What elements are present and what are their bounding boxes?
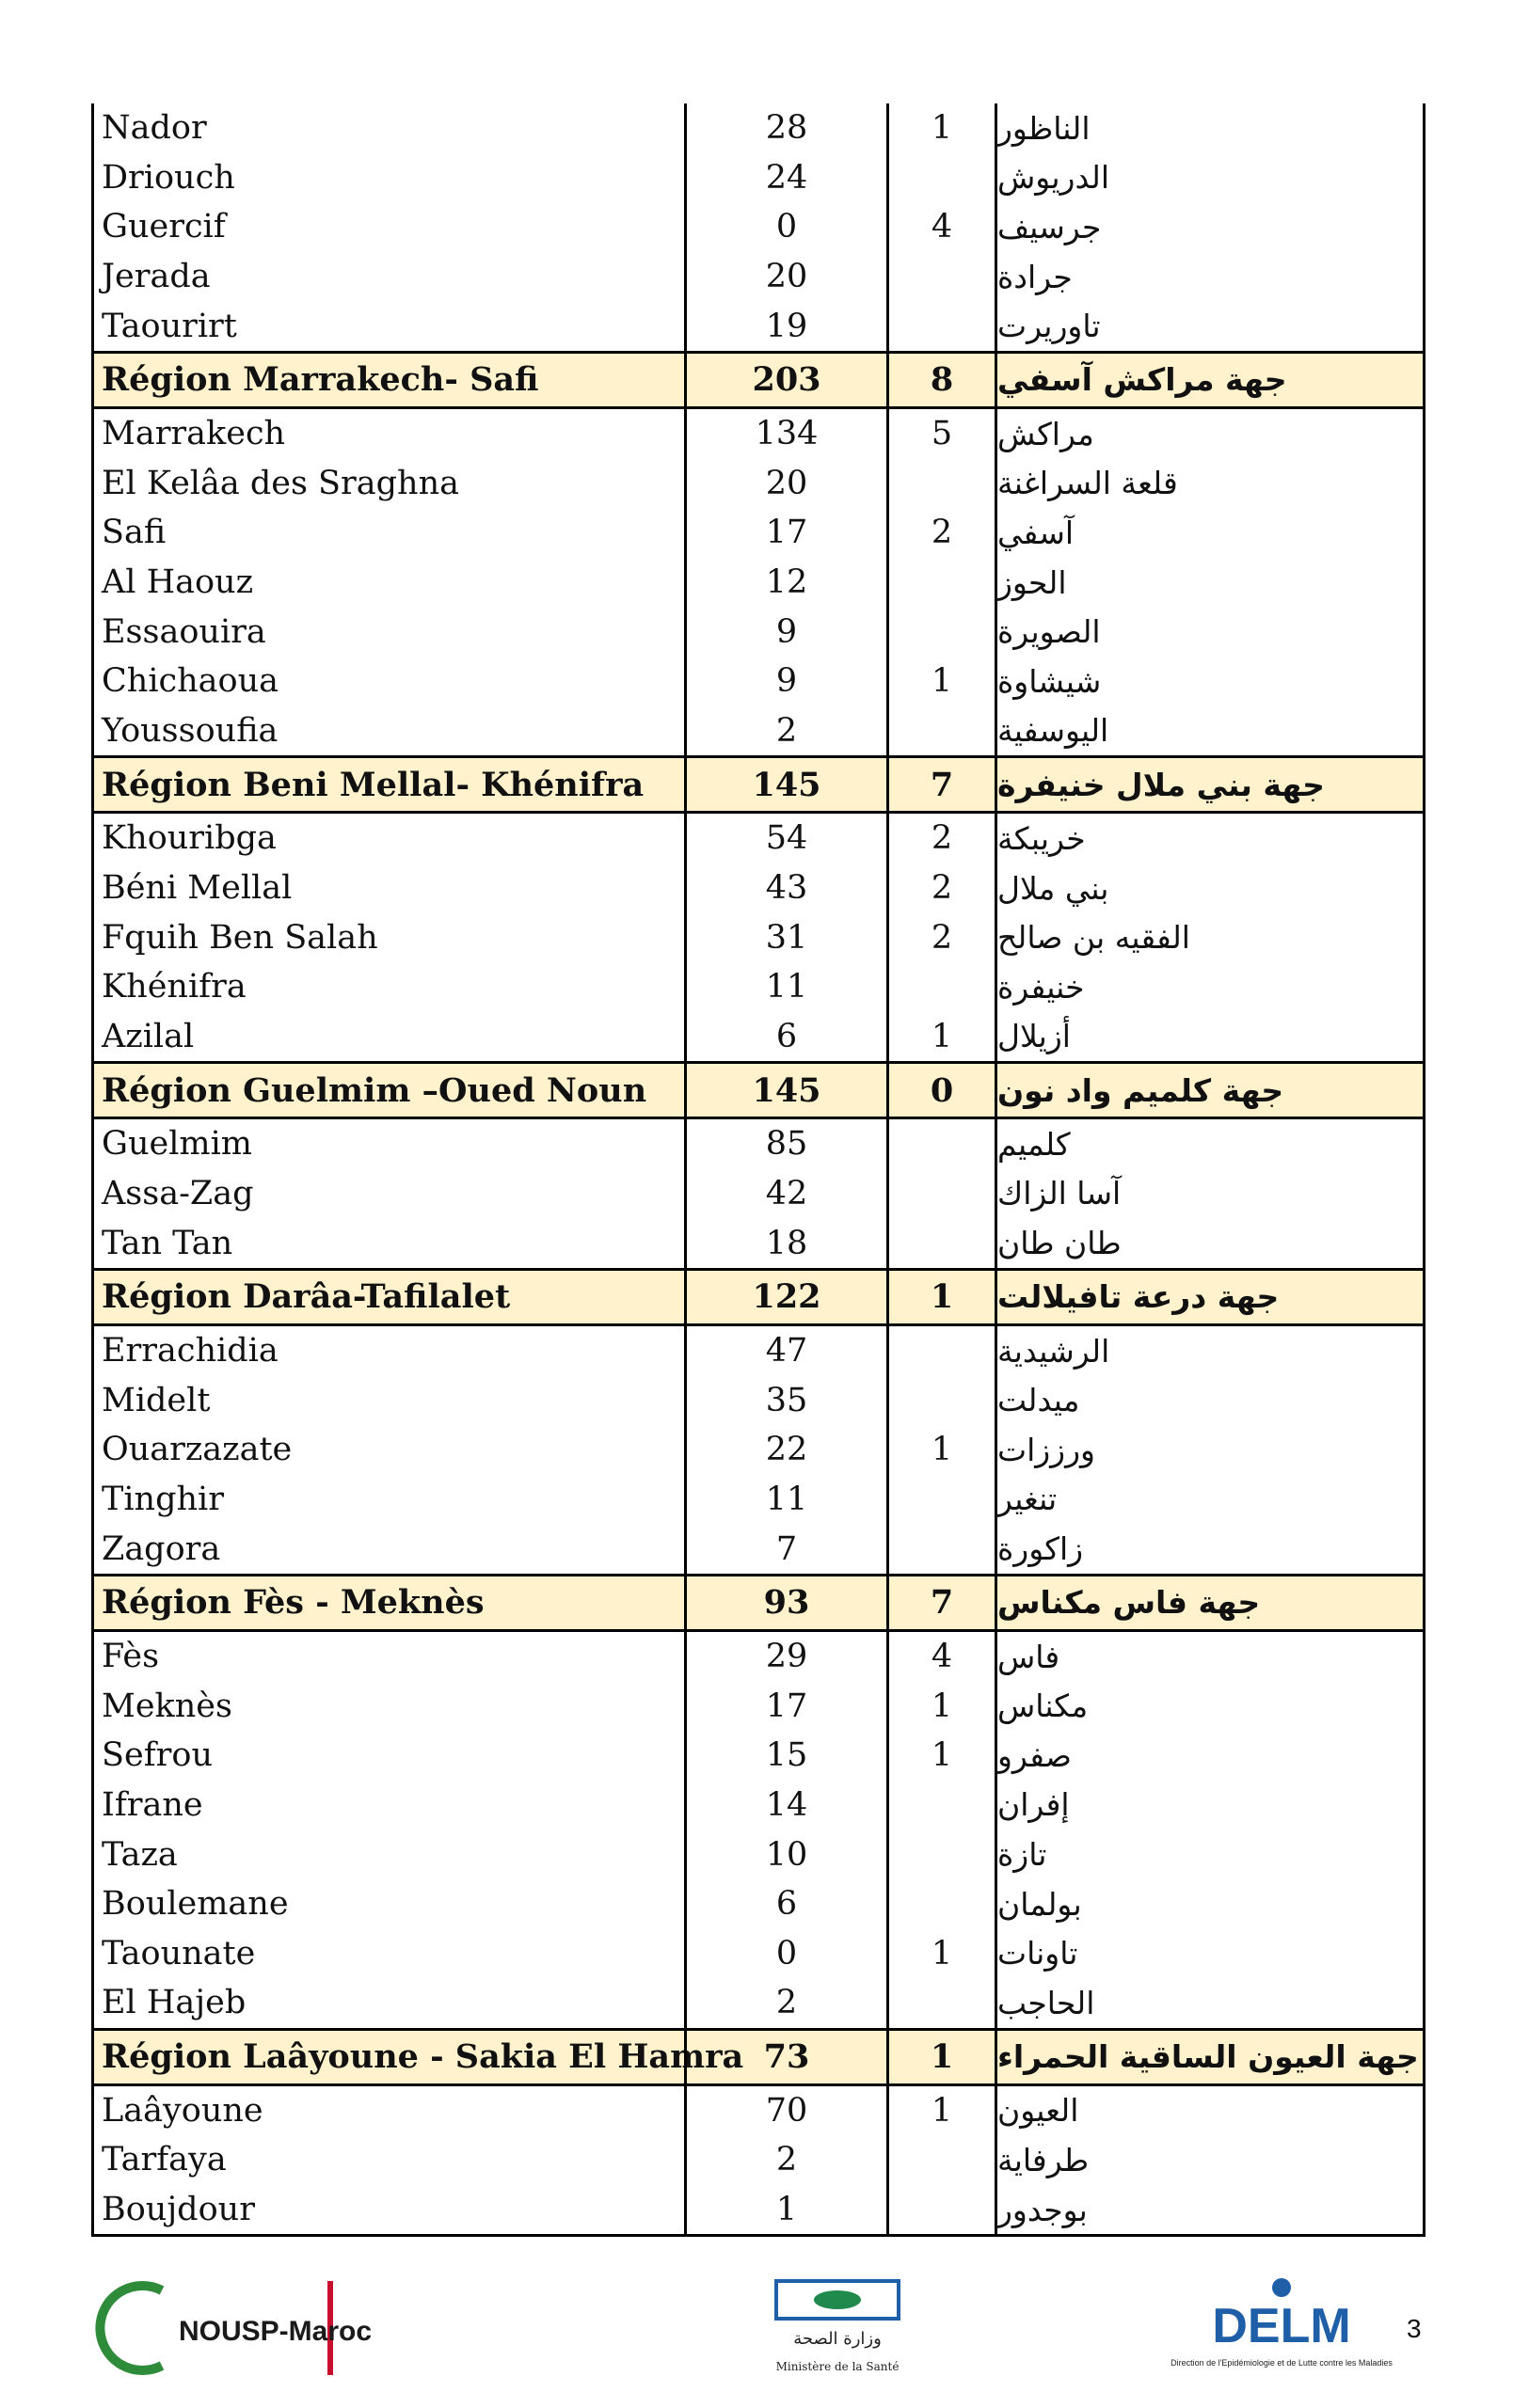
- province-name-ar: فاس: [995, 1632, 1423, 1682]
- province-name-fr: Guelmim: [102, 1125, 252, 1164]
- region-name-fr: Région Darâa-Tafilalet: [102, 1277, 511, 1317]
- province-name-fr: Safi: [102, 514, 167, 552]
- province-count-2: [886, 706, 995, 756]
- province-count-1: 20: [684, 459, 886, 509]
- province-count-1: 70: [684, 2086, 886, 2136]
- table-row: [94, 1425, 1423, 1475]
- region-name-ar: جهة فاس مكناس: [995, 1576, 1423, 1629]
- province-name-ar: الدريوش: [995, 153, 1423, 203]
- region-count-2: 0: [886, 1064, 995, 1117]
- province-count-1: 9: [684, 607, 886, 657]
- province-count-2: 2: [886, 508, 995, 558]
- region-row-block: [94, 755, 1423, 814]
- province-rows: [94, 1632, 1423, 2028]
- table-row: [94, 2185, 1423, 2235]
- province-rows: [94, 2086, 1423, 2235]
- table-row: [94, 1830, 1423, 1879]
- region-row: [94, 755, 1423, 814]
- province-count-1: 17: [684, 1681, 886, 1731]
- table-row: [94, 1012, 1423, 1062]
- province-count-2: [886, 1375, 995, 1425]
- region-count-2: 1: [886, 2031, 995, 2083]
- province-rows: [94, 1326, 1423, 1574]
- province-name-fr: El Kelâa des Sraghna: [102, 464, 459, 502]
- province-count-2: [886, 301, 995, 351]
- region-name-ar: جهة بني ملال خنيفرة: [995, 758, 1423, 811]
- province-name-ar: مراكش: [995, 409, 1423, 459]
- province-name-ar: الرشيدية: [995, 1326, 1423, 1376]
- province-count-2: 5: [886, 409, 995, 459]
- province-count-2: [886, 1326, 995, 1376]
- province-rows: [94, 409, 1423, 755]
- province-count-2: 4: [886, 1632, 995, 1682]
- province-count-2: 1: [886, 2086, 995, 2136]
- region-count-1: 203: [684, 354, 886, 406]
- region-row-block: [94, 1574, 1423, 1632]
- province-count-2: 4: [886, 202, 995, 252]
- province-name-fr: Jerada: [102, 258, 211, 296]
- region-count-1: 145: [684, 758, 886, 811]
- province-count-2: [886, 1830, 995, 1879]
- province-count-2: [886, 1475, 995, 1525]
- table-row: [94, 1375, 1423, 1425]
- province-name-ar: بني ملال: [995, 863, 1423, 913]
- province-name-ar: شيشاوة: [995, 657, 1423, 706]
- table-row: [94, 508, 1423, 558]
- province-count-2: 1: [886, 1681, 995, 1731]
- delm-logo-text: DELM: [1212, 2299, 1351, 2353]
- region-row: [94, 1268, 1423, 1326]
- table-row: [94, 607, 1423, 657]
- province-count-2: [886, 1169, 995, 1219]
- table-row: [94, 153, 1423, 203]
- province-name-ar: خريبكة: [995, 814, 1423, 863]
- province-name-fr: Khénifra: [102, 968, 247, 1006]
- table-row: [94, 202, 1423, 252]
- province-name-fr: Tan Tan: [102, 1224, 233, 1262]
- region-name-ar: جهة كلميم واد نون: [995, 1064, 1423, 1117]
- province-count-2: 2: [886, 863, 995, 913]
- table-row: [94, 409, 1423, 459]
- province-name-fr: Taounate: [102, 1934, 256, 1972]
- province-name-fr: Al Haouz: [102, 563, 254, 602]
- province-name-fr: Driouch: [102, 158, 235, 197]
- table-row: [94, 1119, 1423, 1169]
- province-name-ar: جرادة: [995, 252, 1423, 302]
- region-count-1: 93: [684, 1576, 886, 1629]
- table-row: [94, 1524, 1423, 1574]
- province-count-1: 85: [684, 1119, 886, 1169]
- province-name-ar: الصويرة: [995, 607, 1423, 657]
- table-row: [94, 962, 1423, 1012]
- province-count-2: [886, 558, 995, 608]
- table-row: [94, 863, 1423, 913]
- province-count-1: 20: [684, 252, 886, 302]
- region-row: [94, 1061, 1423, 1119]
- table-row: [94, 1781, 1423, 1830]
- province-count-1: 47: [684, 1326, 886, 1376]
- province-count-2: [886, 2135, 995, 2185]
- region-count-1: 145: [684, 1064, 886, 1117]
- province-count-1: 2: [684, 706, 886, 756]
- province-name-ar: الفقيه بن صالح: [995, 912, 1423, 962]
- table-row: [94, 1218, 1423, 1268]
- region-name-ar: جهة العيون الساقية الحمراء: [995, 2031, 1423, 2083]
- province-name-fr: Errachidia: [102, 1332, 279, 1370]
- province-count-1: 9: [684, 657, 886, 706]
- table-row: [94, 2135, 1423, 2185]
- table-row: [94, 912, 1423, 962]
- province-name-fr: Midelt: [102, 1381, 211, 1419]
- region-name-ar: جهة مراكش آسفي: [995, 354, 1423, 406]
- province-count-1: 2: [684, 2135, 886, 2185]
- region-name-fr: Région Guelmim –Oued Noun: [102, 1070, 647, 1110]
- province-count-1: 19: [684, 301, 886, 351]
- table-row: [94, 558, 1423, 608]
- province-count-2: 2: [886, 814, 995, 863]
- province-count-1: 35: [684, 1375, 886, 1425]
- province-count-2: [886, 1119, 995, 1169]
- province-count-1: 31: [684, 912, 886, 962]
- province-count-2: [886, 1218, 995, 1268]
- table-row: [94, 1681, 1423, 1731]
- region-count-1: 122: [684, 1271, 886, 1323]
- province-count-1: 22: [684, 1425, 886, 1475]
- page-number: 3: [1407, 2314, 1422, 2343]
- province-name-ar: كلميم: [995, 1119, 1423, 1169]
- province-count-1: 11: [684, 962, 886, 1012]
- table-row: [94, 1928, 1423, 1978]
- province-name-fr: Fès: [102, 1638, 160, 1676]
- province-count-2: [886, 153, 995, 203]
- province-name-fr: El Hajeb: [102, 1984, 247, 2022]
- province-count-1: 18: [684, 1218, 886, 1268]
- footer: [0, 2258, 1513, 2408]
- region-row: [94, 1574, 1423, 1632]
- province-name-ar: الحوز: [995, 558, 1423, 608]
- province-name-ar: جرسيف: [995, 202, 1423, 252]
- province-name-ar: العيون: [995, 2086, 1423, 2136]
- province-count-1: 11: [684, 1475, 886, 1525]
- province-name-ar: الناظور: [995, 103, 1423, 153]
- province-count-2: [886, 962, 995, 1012]
- region-count-2: 1: [886, 1271, 995, 1323]
- province-name-fr: Youssoufia: [102, 711, 279, 750]
- province-name-ar: آسفي: [995, 508, 1423, 558]
- province-name-fr: Ouarzazate: [102, 1431, 293, 1469]
- province-count-1: 7: [684, 1524, 886, 1574]
- province-name-fr: Essaouira: [102, 612, 266, 651]
- province-count-2: 1: [886, 1731, 995, 1781]
- province-count-2: [886, 2185, 995, 2235]
- province-count-2: [886, 1879, 995, 1929]
- province-name-ar: ورززات: [995, 1425, 1423, 1475]
- province-name-fr: Taza: [102, 1835, 178, 1874]
- province-name-fr: Ifrane: [102, 1785, 203, 1824]
- province-name-ar: مكناس: [995, 1681, 1423, 1731]
- province-count-1: 0: [684, 202, 886, 252]
- province-rows: [94, 1119, 1423, 1268]
- delm-logo: [1171, 2276, 1393, 2380]
- province-count-2: 2: [886, 912, 995, 962]
- table-row: [94, 1475, 1423, 1525]
- province-count-2: [886, 1524, 995, 1574]
- province-name-ar: خنيفرة: [995, 962, 1423, 1012]
- table-row: [94, 252, 1423, 302]
- region-row: [94, 351, 1423, 409]
- province-name-fr: Marrakech: [102, 415, 286, 453]
- province-rows: [94, 814, 1423, 1061]
- province-name-fr: Chichaoua: [102, 662, 279, 701]
- province-name-ar: اليوسفية: [995, 706, 1423, 756]
- province-count-1: 1: [684, 2185, 886, 2235]
- table-row: [94, 459, 1423, 509]
- province-count-1: 6: [684, 1879, 886, 1929]
- province-name-ar: أزيلال: [995, 1012, 1423, 1062]
- table-row: [94, 103, 1423, 153]
- province-count-1: 29: [684, 1632, 886, 1682]
- province-name-ar: زاكورة: [995, 1524, 1423, 1574]
- region-row-block: [94, 1061, 1423, 1119]
- province-name-ar: بوجدور: [995, 2185, 1423, 2235]
- table-row: [94, 1978, 1423, 2028]
- province-name-ar: تازة: [995, 1830, 1423, 1879]
- province-name-fr: Taourirt: [102, 307, 237, 345]
- province-name-fr: Guercif: [102, 208, 226, 246]
- province-count-1: 6: [684, 1012, 886, 1062]
- province-count-2: 1: [886, 657, 995, 706]
- region-count-1: 73: [684, 2031, 886, 2083]
- region-name-fr: Région Marrakech- Safi: [102, 360, 539, 400]
- region-count-2: 8: [886, 354, 995, 406]
- province-count-1: 42: [684, 1169, 886, 1219]
- province-count-2: [886, 252, 995, 302]
- ministry-logo: [772, 2276, 903, 2380]
- province-count-1: 10: [684, 1830, 886, 1879]
- province-name-ar: إفران: [995, 1781, 1423, 1830]
- table-row: [94, 1169, 1423, 1219]
- province-name-fr: Assa-Zag: [102, 1174, 254, 1212]
- ministry-logo-ar: وزارة الصحة: [793, 2329, 882, 2349]
- province-name-ar: تنغير: [995, 1475, 1423, 1525]
- province-name-fr: Béni Mellal: [102, 869, 293, 908]
- region-row: [94, 2028, 1423, 2086]
- ministry-logo-fr: Ministère de la Santé: [775, 2360, 900, 2373]
- nousp-logo: [141, 2276, 373, 2380]
- province-name-fr: Sefrou: [102, 1736, 213, 1775]
- province-count-1: 54: [684, 814, 886, 863]
- province-count-1: 12: [684, 558, 886, 608]
- table-row: [94, 301, 1423, 351]
- province-name-fr: Khouribga: [102, 819, 277, 858]
- region-row-block: [94, 1268, 1423, 1326]
- table-row: [94, 1879, 1423, 1929]
- table-row: [94, 1632, 1423, 1682]
- province-count-1: 43: [684, 863, 886, 913]
- delm-logo-sub: Direction de l'Epidémiologie et de Lutte contre les Maladies: [1171, 2358, 1393, 2368]
- nousp-logo-text: NOUSP-Maroc: [179, 2316, 373, 2347]
- province-count-1: 24: [684, 153, 886, 203]
- province-count-2: [886, 1781, 995, 1830]
- province-count-1: 28: [684, 103, 886, 153]
- table-row: [94, 657, 1423, 706]
- province-count-2: 1: [886, 103, 995, 153]
- province-count-1: 15: [684, 1731, 886, 1781]
- cases-table: [91, 103, 1425, 2237]
- province-name-ar: تاوريرت: [995, 301, 1423, 351]
- province-count-1: 0: [684, 1928, 886, 1978]
- region-row-block: [94, 351, 1423, 409]
- province-name-fr: Boujdour: [102, 2191, 255, 2229]
- province-count-2: [886, 607, 995, 657]
- province-name-ar: آسا الزاك: [995, 1169, 1423, 1219]
- province-name-ar: صفرو: [995, 1731, 1423, 1781]
- province-rows: [94, 103, 1423, 351]
- table-row: [94, 2086, 1423, 2136]
- province-count-1: 14: [684, 1781, 886, 1830]
- region-name-fr: Région Fès - Meknès: [102, 1583, 485, 1623]
- region-name-fr: Région Beni Mellal- Khénifra: [102, 765, 645, 804]
- province-name-fr: Azilal: [102, 1017, 195, 1055]
- province-count-1: 17: [684, 508, 886, 558]
- province-count-2: [886, 459, 995, 509]
- province-count-2: 1: [886, 1425, 995, 1475]
- table-row: [94, 1326, 1423, 1376]
- province-name-ar: الحاجب: [995, 1978, 1423, 2028]
- region-row-block: [94, 2028, 1423, 2086]
- province-name-fr: Fquih Ben Salah: [102, 918, 378, 957]
- province-name-fr: Boulemane: [102, 1885, 289, 1924]
- province-count-1: 134: [684, 409, 886, 459]
- province-count-2: 1: [886, 1012, 995, 1062]
- province-name-fr: Tinghir: [102, 1480, 224, 1518]
- province-count-2: [886, 1978, 995, 2028]
- table-row: [94, 1731, 1423, 1781]
- province-name-ar: طرفاية: [995, 2135, 1423, 2185]
- province-name-ar: قلعة السراغنة: [995, 459, 1423, 509]
- province-count-1: 2: [684, 1978, 886, 2028]
- province-name-fr: Meknès: [102, 1687, 232, 1725]
- province-name-ar: بولمان: [995, 1879, 1423, 1929]
- region-name-ar: جهة درعة تافيلالت: [995, 1271, 1423, 1323]
- table-row: [94, 814, 1423, 863]
- province-name-fr: Tarfaya: [102, 2141, 227, 2179]
- table-row: [94, 706, 1423, 756]
- province-name-ar: ميدلت: [995, 1375, 1423, 1425]
- region-count-2: 7: [886, 758, 995, 811]
- region-name-fr: Région Laâyoune - Sakia El Hamra: [102, 2037, 744, 2077]
- province-name-ar: طان طان: [995, 1218, 1423, 1268]
- province-name-ar: تاونات: [995, 1928, 1423, 1978]
- province-name-fr: Laâyoune: [102, 2091, 263, 2130]
- region-count-2: 7: [886, 1576, 995, 1629]
- province-name-fr: Zagora: [102, 1529, 221, 1568]
- province-count-2: 1: [886, 1928, 995, 1978]
- province-name-fr: Nador: [102, 109, 207, 148]
